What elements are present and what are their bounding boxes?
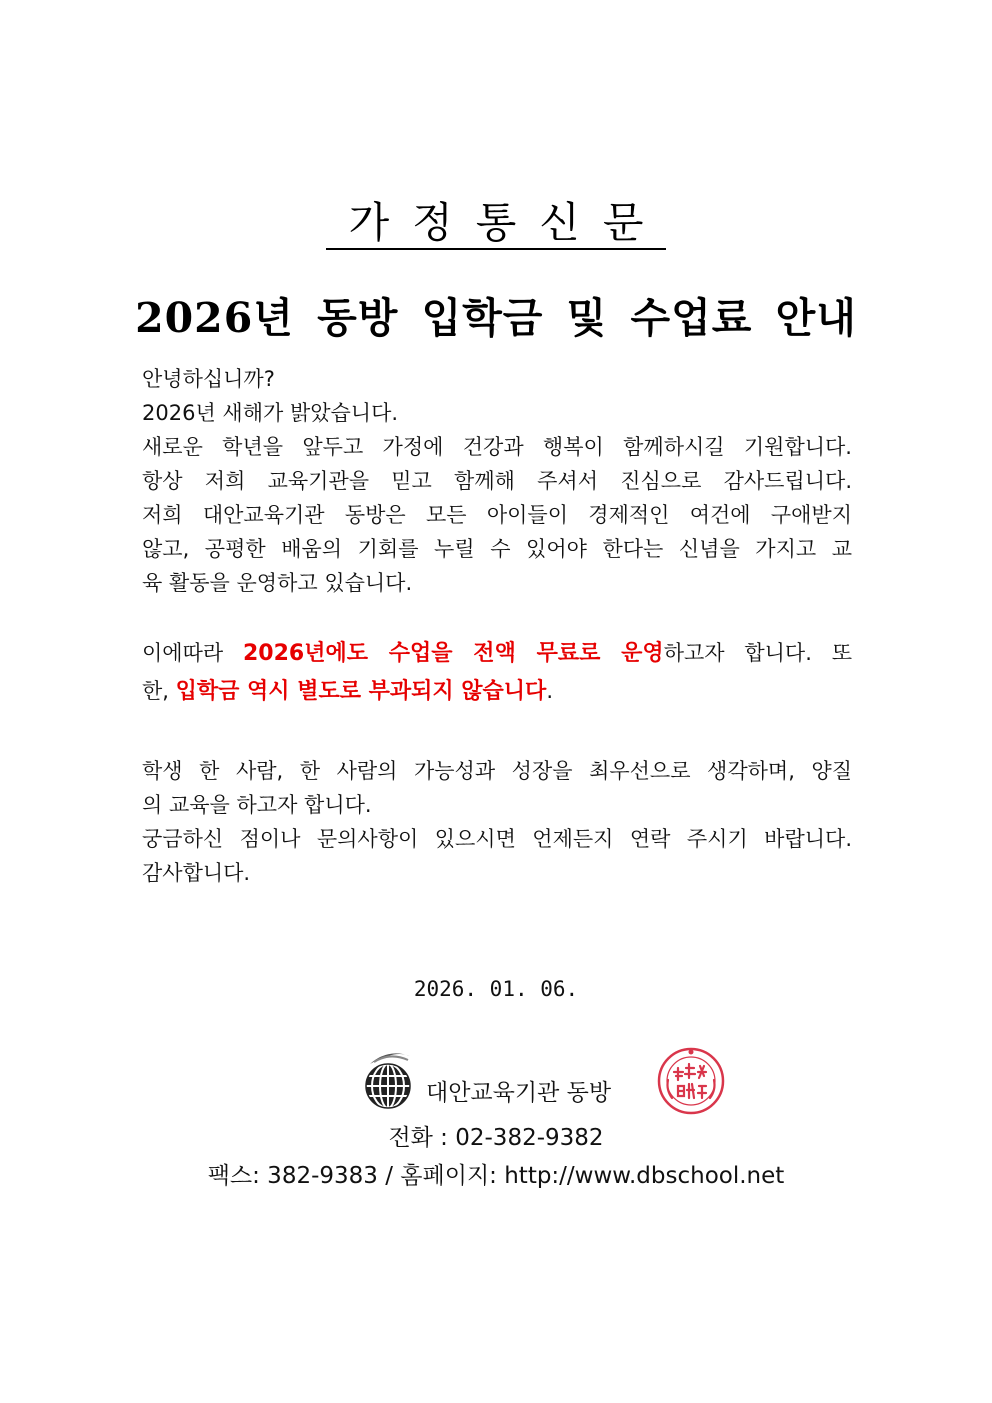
body-line: 궁금하신 점이나 문의사항이 있으시면 언제든지 연락 주시기 바랍니다. [142,827,852,851]
letter-body [142,362,852,890]
document-title [0,196,992,250]
admission-fee-notice-line [142,672,852,710]
greeting-line: 안녕하십니까? [142,367,275,391]
document-title-text: 가정통신문 [326,198,667,250]
fax-and-homepage: 팩스: 382-9383 / 홈페이지: http://www.dbschool.net [207,1163,785,1189]
tuition-free-highlight: 2026년에도 수업을 전액 무료로 운영 [242,641,664,666]
admission-fee-highlight: 입학금 역시 별도로 부과되지 않습니다 [175,679,547,704]
admission-notice-suffix: . [546,679,553,703]
body-line: 2026년 새해가 밝았습니다. [142,401,399,425]
document-subtitle: 2026년 동방 입학금 및 수업료 안내 [135,294,857,342]
admission-notice-prefix: 한, [142,679,176,703]
body-line: 항상 저희 교육기관을 믿고 함께해 주셔서 진심으로 감사드립니다. [142,469,852,493]
body-line: 육 활동을 운영하고 있습니다. [142,571,413,595]
body-line: 새로운 학년을 앞두고 가정에 건강과 행복이 함께하시길 기원합니다. [142,435,852,459]
organization-signature [356,1046,736,1116]
paragraph-gap [142,600,852,634]
closing-line: 감사합니다. [142,861,251,885]
body-line: 학생 한 사람, 한 사람의 가능성과 성장을 최우선으로 생각하며, 양질 [142,759,852,783]
paragraph-gap [142,710,852,754]
body-line: 의 교육을 하고자 합니다. [142,793,372,817]
tuition-notice-suffix: 하고자 합니다. 또 [663,641,852,665]
globe-logo-icon [360,1046,416,1110]
tuition-notice-line [142,634,852,672]
body-line: 않고, 공평한 배움의 기회를 누릴 수 있어야 한다는 신념을 가지고 교 [142,537,852,561]
issue-date: 2026. 01. 06. [413,977,579,1001]
tuition-notice-prefix: 이에따라 [142,641,243,665]
body-line: 저희 대안교육기관 동방은 모든 아이들이 경제적인 여건에 구애받지 [142,503,852,527]
organization-name: 대안교육기관 동방 [426,1080,612,1106]
phone-number: 전화 : 02-382-9382 [388,1125,604,1151]
red-seal-stamp-icon [656,1046,726,1116]
